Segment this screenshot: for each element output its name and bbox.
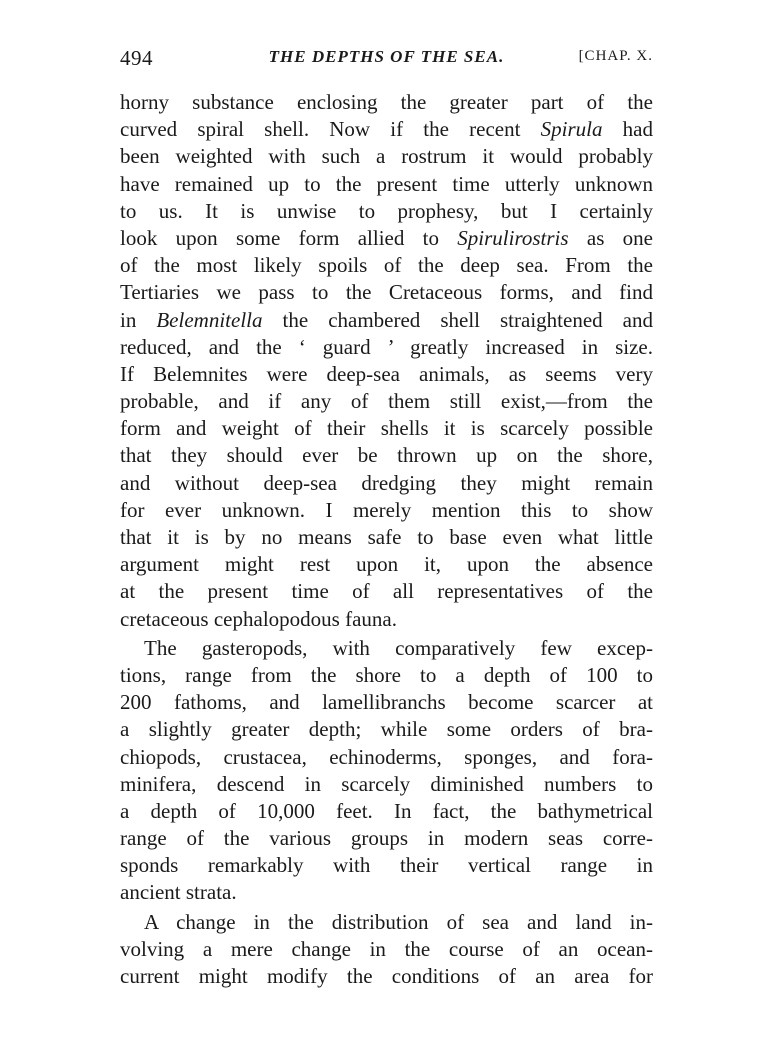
text-segment: at the present time of all representatives of the bbox=[120, 579, 653, 604]
text-segment: and without deep-sea dredging they might remain bbox=[120, 470, 653, 495]
text-line bbox=[120, 551, 653, 578]
text-line bbox=[120, 497, 653, 524]
text-line bbox=[120, 578, 653, 605]
text-line bbox=[120, 963, 653, 990]
italic-term: Spirulirostris bbox=[457, 225, 569, 250]
text-segment: cretaceous cephalopodous fauna. bbox=[120, 606, 397, 631]
text-line bbox=[120, 361, 653, 388]
text-line bbox=[120, 744, 653, 771]
text-line bbox=[120, 771, 653, 798]
text-segment: horny substance enclosing the greater part of the bbox=[120, 90, 653, 114]
text-segment: tions, range from the shore to a depth of 100 to bbox=[120, 662, 653, 687]
text-segment: for ever unknown. I merely mention this to show bbox=[120, 497, 653, 522]
text-line bbox=[120, 279, 653, 306]
text-segment: reduced, and the ‘ guard ’ greatly increased in size. bbox=[120, 334, 653, 359]
text-segment: look upon some form allied to bbox=[120, 225, 458, 250]
text-line bbox=[120, 171, 653, 198]
text-line bbox=[120, 798, 653, 825]
text-segment: argument might rest upon it, upon the absence bbox=[120, 552, 653, 577]
text-line bbox=[120, 470, 653, 497]
text-segment: sponds remarkably with their vertical range in bbox=[120, 853, 653, 878]
text-segment: minifera, descend in scarcely diminished numbers to bbox=[120, 771, 653, 796]
text-segment: volving a mere change in the course of an ocean- bbox=[120, 936, 653, 961]
text-line bbox=[120, 635, 653, 662]
text-segment: The gasteropods, with comparatively few excep- bbox=[144, 635, 653, 660]
text-segment: in bbox=[120, 307, 157, 332]
text-line bbox=[120, 825, 653, 852]
text-segment: A change in the distribution of sea and land in- bbox=[144, 909, 653, 934]
text-segment: as one bbox=[568, 225, 653, 250]
text-segment: a depth of 10,000 feet. In fact, the bathymetrical bbox=[120, 798, 653, 823]
text-line bbox=[120, 415, 653, 442]
text-segment: range of the various groups in modern seas corre- bbox=[120, 826, 653, 851]
text-segment: a slightly greater depth; while some orders of bra- bbox=[120, 717, 653, 742]
running-title: THE DEPTHS OF THE SEA. bbox=[268, 47, 505, 66]
text-segment: curved spiral shell. Now if the recent bbox=[120, 117, 541, 142]
text-segment: have remained up to the present time utterly unknown bbox=[120, 171, 653, 196]
text-segment: the chambered shell straightened and bbox=[262, 307, 653, 332]
text-line bbox=[120, 225, 653, 252]
text-line bbox=[120, 89, 653, 116]
text-segment: chiopods, crustacea, echinoderms, sponges, and fora- bbox=[120, 744, 653, 769]
text-line bbox=[120, 198, 653, 225]
text-segment: Tertiaries we pass to the Cretaceous forms, and find bbox=[120, 280, 653, 305]
text-line bbox=[120, 334, 653, 361]
text-segment: that they should ever be thrown up on the shore, bbox=[120, 443, 653, 468]
text-line bbox=[120, 662, 653, 689]
italic-term: Spirula bbox=[540, 117, 603, 142]
text-line bbox=[120, 936, 653, 963]
text-line bbox=[120, 442, 653, 469]
text-segment: 200 fathoms, and lamellibranchs become scarcer at bbox=[120, 690, 653, 715]
text-line bbox=[120, 252, 653, 279]
text-segment: of the most likely spoils of the deep sea. From the bbox=[120, 253, 653, 278]
page-header bbox=[120, 46, 653, 72]
text-line bbox=[120, 307, 653, 334]
text-segment: ancient strata. bbox=[120, 880, 237, 905]
text-segment: If Belemnites were deep-sea animals, as seems very bbox=[120, 361, 653, 386]
italic-term: Belemnitella bbox=[156, 307, 263, 332]
text-segment: to us. It is unwise to prophesy, but I certainly bbox=[120, 198, 653, 223]
text-line bbox=[120, 879, 653, 906]
text-segment: that it is by no means safe to base even what little bbox=[120, 525, 653, 549]
text-line bbox=[120, 852, 653, 879]
text-line bbox=[120, 524, 653, 551]
text-segment: current might modify the conditions of an area for bbox=[120, 964, 653, 988]
text-line bbox=[120, 689, 653, 716]
text-segment: form and weight of their shells it is scarcely possible bbox=[120, 416, 653, 441]
text-line bbox=[120, 143, 653, 170]
chapter-label: [CHAP. X. bbox=[578, 48, 653, 64]
text-segment: been weighted with such a rostrum it would probably bbox=[120, 144, 653, 169]
text-line bbox=[120, 716, 653, 743]
text-segment: probable, and if any of them still exist,—from the bbox=[120, 389, 653, 414]
text-line bbox=[120, 388, 653, 415]
page-number: 494 bbox=[120, 46, 153, 70]
text-line bbox=[120, 116, 653, 143]
text-line bbox=[120, 909, 653, 936]
body-text bbox=[120, 89, 653, 990]
text-line bbox=[120, 606, 653, 633]
text-segment: had bbox=[602, 117, 653, 142]
